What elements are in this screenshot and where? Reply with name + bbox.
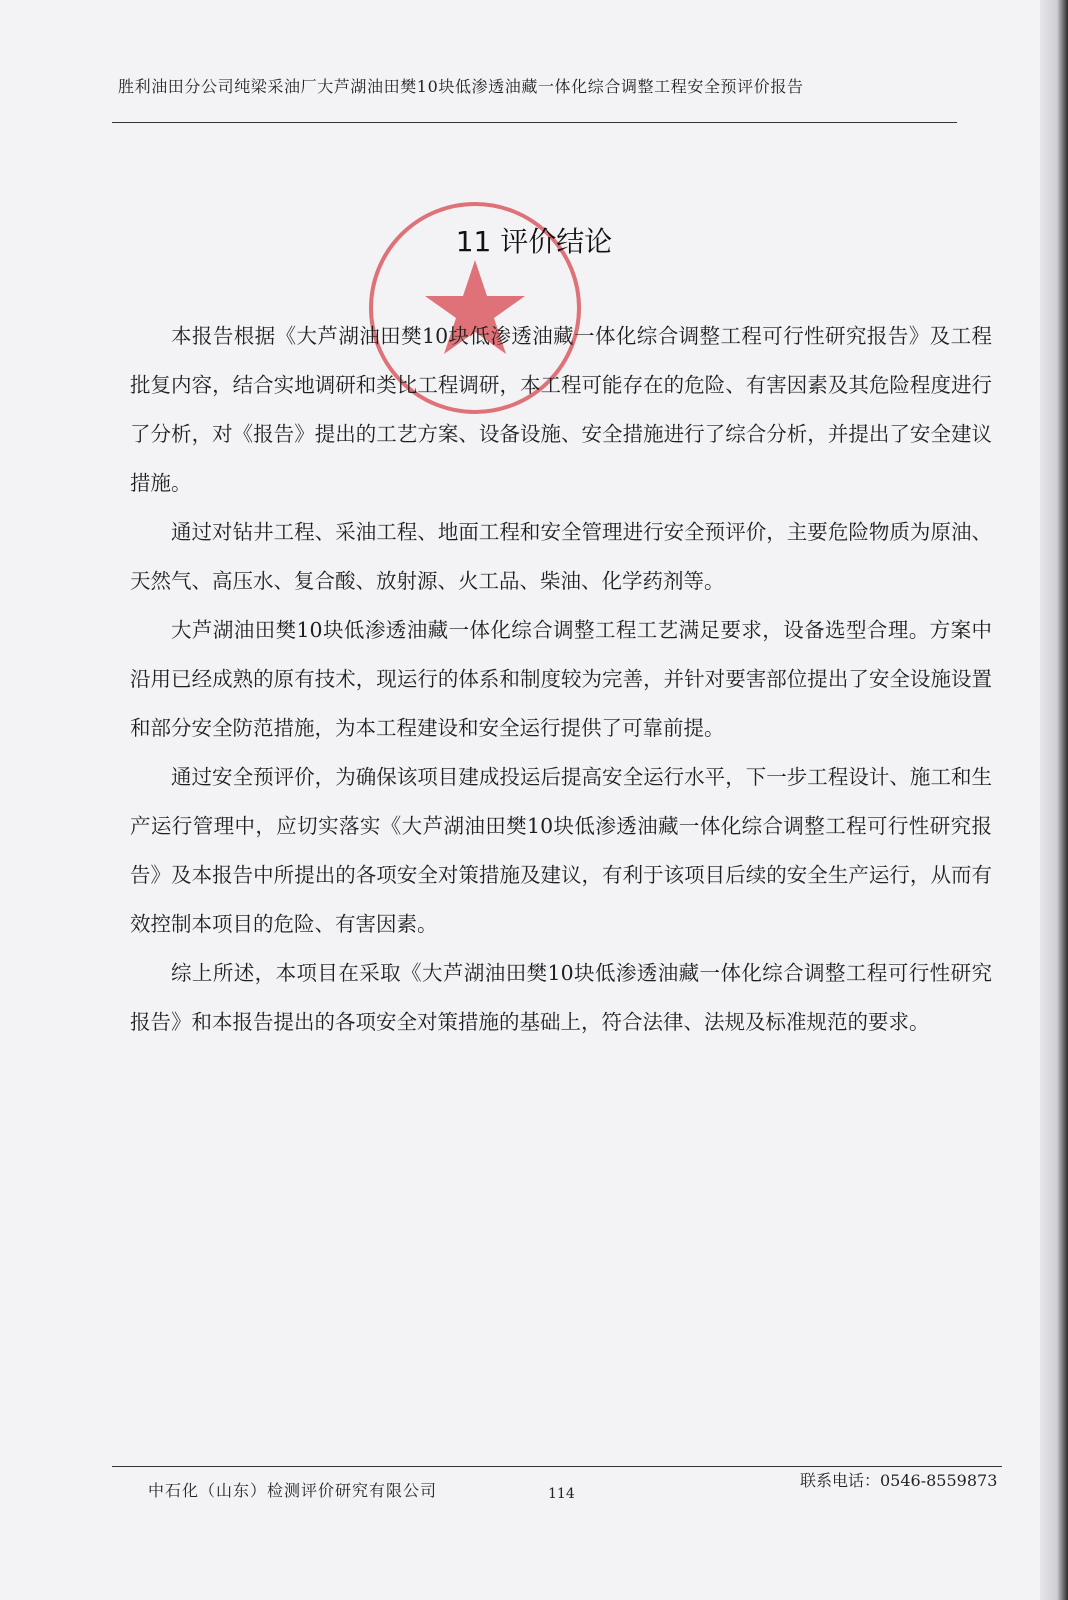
footer-rule: [112, 1466, 1002, 1467]
section-title: 11 评价结论: [455, 225, 613, 258]
footer-company: 中石化（山东）检测评价研究有限公司: [148, 1481, 438, 1500]
body-text: [130, 312, 992, 1047]
paragraph: 本报告根据《大芦湖油田樊10块低渗透油藏一体化综合调整工程可行性研究报告》及工程批复内容，结合实地调研和类比工程调研，本工程可能存在的危险、有害因素及其危险程度进行了分析，对《报告》提出的工艺方案、设备设施、安全措施进行了综合分析，并提出了安全建议措施。: [130, 324, 992, 495]
paragraph: 大芦湖油田樊10块低渗透油藏一体化综合调整工程工艺满足要求，设备选型合理。方案中沿用已经成熟的原有技术，现运行的体系和制度较为完善，并针对要害部位提出了安全设施设置和部分安全防范措施，为本工程建设和安全运行提供了可靠前提。: [130, 618, 992, 740]
paragraph: 综上所述，本项目在采取《大芦湖油田樊10块低渗透油藏一体化综合调整工程可行性研究报告》和本报告提出的各项安全对策措施的基础上，符合法律、法规及标准规范的要求。: [130, 961, 992, 1034]
header-rule: [112, 122, 957, 123]
paragraph: 通过安全预评价，为确保该项目建成投运后提高安全运行水平，下一步工程设计、施工和生产运行管理中，应切实落实《大芦湖油田樊10块低渗透油藏一体化综合调整工程可行性研究报告》及本报告中所提出的各项安全对策措施及建议，有利于该项目后续的安全生产运行，从而有效控制本项目的危险、有害因素。: [130, 765, 992, 936]
footer-contact: 联系电话：0546-8559873: [800, 1471, 998, 1490]
running-header: 胜利油田分公司纯梁采油厂大芦湖油田樊10块低渗透油藏一体化综合调整工程安全预评价报告: [118, 77, 804, 96]
paragraph: 通过对钻井工程、采油工程、地面工程和安全管理进行安全预评价，主要危险物质为原油、天然气、高压水、复合酸、放射源、火工品、柴油、化学药剂等。: [130, 520, 992, 593]
page-number: 114: [548, 1486, 575, 1502]
